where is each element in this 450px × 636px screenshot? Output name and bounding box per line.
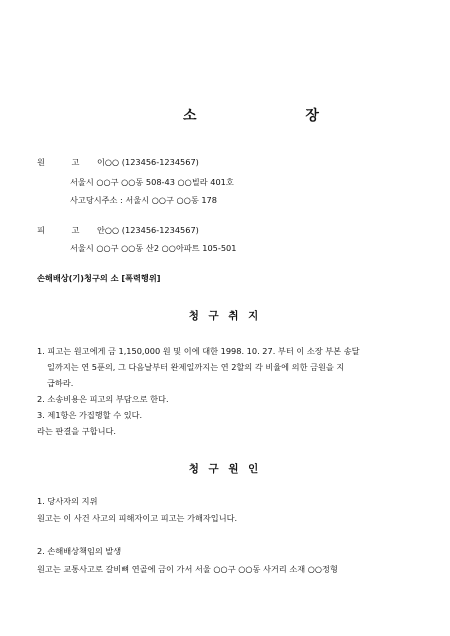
- defendant-address: 서울시 ○○구 ○○동 산2 ○○아파트 105-501: [70, 243, 237, 253]
- case-title: 손해배상(기)청구의 소 [폭력행위]: [37, 273, 161, 283]
- plaintiff-label: 원 고: [37, 157, 92, 167]
- section-text: 원고는 이 사건 사고의 피해자이고 피고는 가해자입니다.: [37, 513, 238, 523]
- defendant-name: 안○○ (123456-1234567): [97, 225, 199, 235]
- claim-item-line: 3. 제1항은 가집행할 수 있다.: [37, 410, 143, 420]
- defendant-label: 피 고: [37, 225, 92, 235]
- claim-item-line: 2. 소송비용은 피고의 부담으로 한다.: [37, 394, 169, 404]
- claim-purpose-heading: 청 구 취 지: [188, 310, 262, 322]
- section-title: 1. 당사자의 지위: [37, 496, 98, 506]
- section-title: 2. 손해배상책임의 발생: [37, 546, 122, 556]
- claim-closing-line: 라는 판결을 구합니다.: [37, 426, 116, 436]
- section-text: 원고는 교통사고로 갈비뼈 연골에 금이 가서 서울 ○○구 ○○동 사거리 소재 ○○정형: [37, 564, 338, 574]
- document-title: 소 장: [183, 108, 371, 124]
- claim-item-line: 일까지는 연 5푼의, 그 다음날부터 완제일까지는 연 2할의 각 비율에 의한 금원을 지: [47, 362, 345, 372]
- claim-cause-heading: 청 구 원 인: [188, 463, 262, 475]
- plaintiff-name: 이○○ (123456-1234567): [97, 157, 199, 167]
- plaintiff-accident-address: 사고당시주소 : 서울시 ○○구 ○○동 178: [70, 195, 217, 205]
- claim-item-line: 급하라.: [47, 378, 74, 388]
- claim-item-line: 1. 피고는 원고에게 금 1,150,000 원 및 이에 대한 1998. 10. 27. 부터 이 소장 부본 송달: [37, 346, 360, 356]
- plaintiff-address: 서울시 ○○구 ○○동 508-43 ○○빌라 401호: [70, 177, 234, 187]
